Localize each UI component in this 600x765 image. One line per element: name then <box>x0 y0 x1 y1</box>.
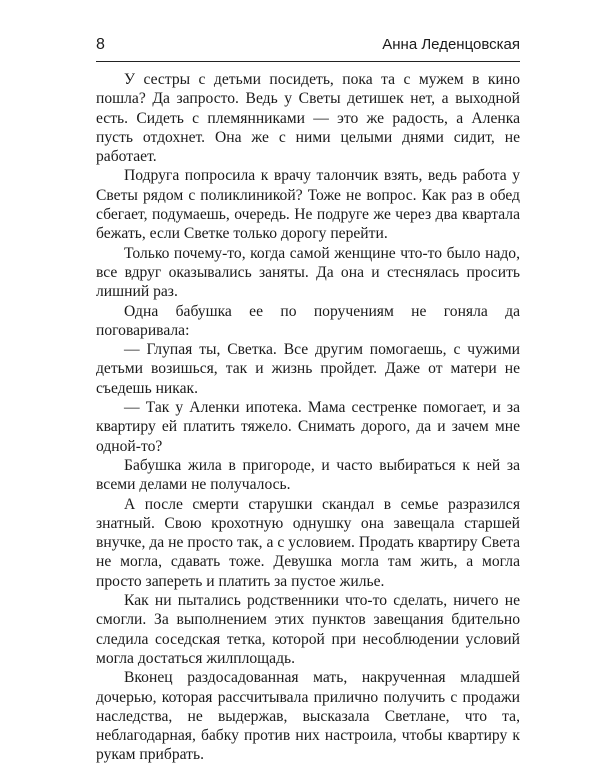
header-rule <box>96 61 520 62</box>
page-number: 8 <box>96 36 105 53</box>
paragraph: Одна бабушка ее по поручениям не гоняла да поговаривала: <box>96 302 520 339</box>
page-header <box>96 36 520 60</box>
body-text <box>96 70 520 765</box>
paragraph: Вконец раздосадованная мать, накрученная младшей дочерью, которая рассчитывала прилично получить с продажи наследства, не выдержав, высказала Светлане, что та, неблагодарная, бабку против них настроила, чтобы квартиру к рукам прибрать. <box>96 669 520 764</box>
paragraph: Бабушка жила в пригороде, и часто выбираться к ней за всеми делами не получалось. <box>96 456 520 494</box>
paragraph: Только почему-то, когда самой женщине что-то было надо, все вдруг оказывались заняты. Да она и стеснялась просить лишний раз. <box>96 244 520 301</box>
paragraph: — Так у Аленки ипотека. Мама сестренке помогает, и за квартиру ей платить тяжело. Снимать дорого, да и зачем мне одной-то? <box>96 399 520 455</box>
paragraph: Подруга попросила к врачу талончик взять, ведь работа у Светы рядом с поликлиникой? Тоже не вопрос. Как раз в обед сбегает, подумаешь, очередь. Не подруге же через два квартала бежать, если Светке только дорогу перейти. <box>96 167 520 243</box>
paragraph: У сестры с детьми посидеть, пока та с мужем в кино пошла? Да запросто. Ведь у Светы детишек нет, а выходной есть. Сидеть с племянниками — это же радость, а Аленка пусть отдохнет. Она же с ними целыми днями сидит, не работает. <box>96 71 520 166</box>
paragraph: А после смерти старушки скандал в семье разразился знатный. Свою крохотную однушку она завещала старшей внучке, да не просто так, а с условием. Продать квартиру Света не могла, сдавать тоже. Девушка могла там жить, а могла просто запереть и платить за пустое жилье. <box>96 495 520 590</box>
paragraph: Как ни пытались родственники что-то сделать, ничего не смогли. За выполнением этих пунктов завещания бдительно следила соседская тетка, которой при несоблюдении условий могла достаться жилплощадь. <box>96 592 520 667</box>
running-title: Анна Леденцовская <box>382 36 520 53</box>
paragraph: — Глупая ты, Светка. Все другим помогаешь, с чужими детьми возишься, так и жизнь пройдет. Даже от матери не съедешь никак. <box>96 341 520 397</box>
